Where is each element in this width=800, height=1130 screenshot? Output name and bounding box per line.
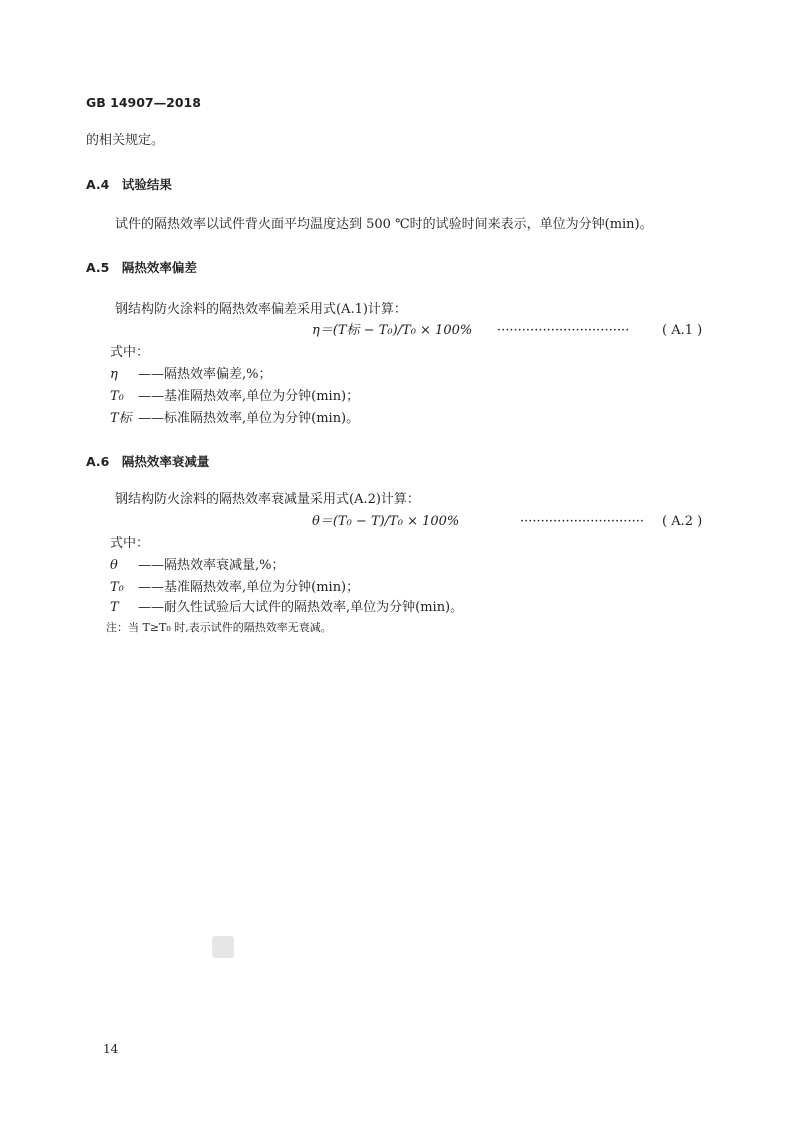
continued-text: 的相关规定。 [86, 133, 165, 148]
a6-def-text: ——耐久性试验后大试件的隔热效率,单位为分钟(min)。 [138, 600, 464, 615]
a6-def-symbol: T [110, 600, 119, 615]
a6-def-symbol: T₀ [110, 580, 124, 595]
formula-a2: θ＝(T₀ − T)/T₀ × 100% [312, 514, 460, 529]
a5-def-text: ——隔热效率偏差,%； [138, 367, 272, 382]
formula-a1-label: ( A.1 ) [662, 323, 703, 338]
a6-def-symbol: θ [110, 558, 118, 573]
a5-where: 式中： [110, 345, 150, 360]
a5-def-symbol: T标 [110, 411, 132, 426]
a5-intro: 钢结构防火涂料的隔热效率偏差采用式(A.1)计算： [115, 302, 407, 317]
heading-a5: A.5 隔热效率偏差 [86, 260, 197, 275]
a6-where: 式中： [110, 536, 150, 551]
standard-number: GB 14907—2018 [86, 95, 201, 110]
heading-a6: A.6 隔热效率衰减量 [86, 454, 210, 469]
a4-paragraph: 试件的隔热效率以试件背火面平均温度达到 500 ℃时的试验时间来表示，单位为分钟(min)。 [115, 217, 653, 232]
heading-a4: A.4 试验结果 [86, 177, 172, 192]
page-number: 14 [103, 1042, 119, 1056]
formula-a1: η＝(T标 − T₀)/T₀ × 100% [312, 323, 473, 338]
a6-intro: 钢结构防火涂料的隔热效率衰减量采用式(A.2)计算： [115, 492, 420, 507]
scan-artifact [212, 936, 234, 958]
a5-def-text: ——基准隔热效率,单位为分钟(min)； [138, 389, 360, 404]
a5-def-text: ——标准隔热效率,单位为分钟(min)。 [138, 411, 360, 426]
formula-a2-label: ( A.2 ) [662, 514, 703, 529]
formula-a1-dots: ································ [497, 323, 630, 338]
a6-def-text: ——基准隔热效率,单位为分钟(min)； [138, 580, 360, 595]
a5-def-symbol: T₀ [110, 389, 124, 404]
a6-note: 注：当 T≥T₀ 时,表示试件的隔热效率无衰减。 [106, 621, 332, 634]
formula-a2-dots: ······························ [520, 514, 644, 529]
a6-def-text: ——隔热效率衰减量,%； [138, 558, 285, 573]
a5-def-symbol: η [110, 367, 118, 382]
